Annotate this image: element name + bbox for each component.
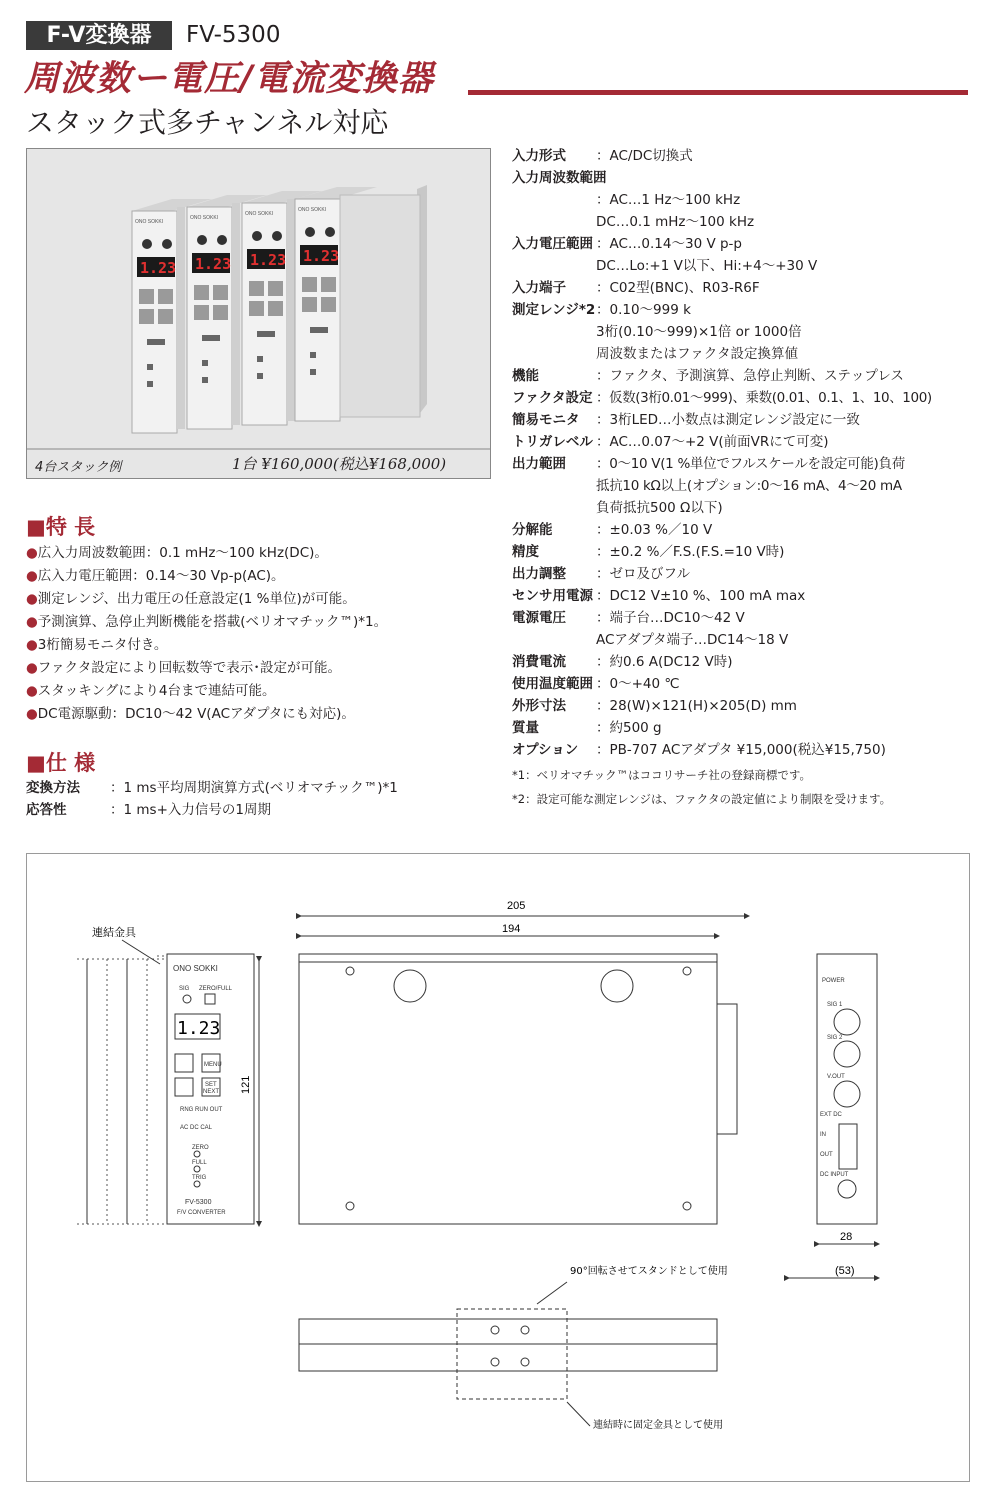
spec-label: 使用温度範囲 (512, 676, 593, 692)
rear-power: POWER (822, 978, 845, 984)
spec-value: ：28(W)×121(H)×205(D) mm (596, 698, 797, 714)
unit-brand-4: ONO SOKKI (298, 207, 327, 213)
spec-label: 質量 (512, 720, 539, 736)
spec-value: ：AC/DC切換式 (596, 148, 693, 164)
spec-label: 分解能 (512, 522, 553, 538)
spec-value: ：AC…0.14〜30 V p-p (596, 236, 742, 252)
spec-value: ：ゼロ及びフル (596, 566, 690, 582)
spec-label: 簡易モニタ (512, 412, 580, 428)
front-sig: SIG (179, 986, 190, 992)
rear-in: IN (820, 1132, 826, 1138)
spec-label: 測定レンジ*2 (512, 302, 596, 318)
spec-value: 3桁(0.10〜999)×1倍 or 1000倍 (596, 324, 802, 340)
unit-brand-2: ONO SOKKI (190, 215, 219, 221)
bracket-label: 連結金具 (92, 926, 136, 939)
spec-label: 応答性 (26, 802, 67, 818)
front-full: FULL (192, 1160, 207, 1166)
dimension-drawing (26, 853, 970, 1482)
features-list (26, 542, 387, 726)
spec-value: DC…0.1 mHz〜100 kHz (596, 214, 755, 230)
rear-out: OUT (820, 1152, 833, 1158)
front-view (77, 925, 259, 1224)
spec-value: ：PB-707 ACアダプタ ¥15,000(税込¥15,750) (596, 742, 886, 758)
spec-value: ：DC12 V±10 %、100 mA max (596, 588, 806, 604)
spec-label: ファクタ設定 (512, 390, 593, 406)
list-item: ●測定レンジ、出力電圧の任意設定(1 %単位)が可能。 (26, 591, 356, 607)
stacked-units-illustration (27, 149, 490, 478)
display-4: 1.23 (303, 247, 340, 265)
front-model: FV-5300 (185, 1199, 212, 1206)
spec-label: 入力周波数範囲 (512, 170, 607, 186)
list-item: ●広入力周波数範囲：0.1 mHz〜100 kHz(DC)。 (26, 545, 328, 561)
spec-value: ：1 ms平均周期演算方式(ベリオマチック™)*1 (110, 780, 398, 796)
rotate-label: 90°回転させてスタンドとして使用 (570, 1266, 728, 1277)
front-set: SET (205, 1082, 217, 1088)
rear-dcinput: DC INPUT (820, 1172, 849, 1178)
side-view (299, 900, 747, 1224)
spec-label: 入力形式 (512, 148, 566, 164)
model-number: FV-5300 (186, 22, 281, 48)
front-brand: ONO SOKKI (173, 964, 218, 973)
spec-label: 電源電圧 (512, 610, 566, 626)
spec-value: ACアダプタ端子…DC14〜18 V (596, 632, 789, 648)
front-trig: TRIG (192, 1175, 207, 1181)
spec-value: ：±0.03 %／10 V (596, 522, 713, 538)
title-rule (468, 90, 968, 95)
list-item: ●スタッキングにより4台まで連結可能。 (26, 683, 276, 699)
spec-heading: ■仕 様 (26, 751, 96, 775)
spec-value: ：1 ms+入力信号の1周期 (110, 802, 271, 818)
spec-value: ：±0.2 %／F.S.(F.S.=10 V時) (596, 544, 785, 560)
page-title: 周波数ー電圧/電流変換器 (24, 59, 434, 99)
front-sub: F/V CONVERTER (177, 1210, 226, 1216)
front-rng: RNG RUN OUT (180, 1107, 223, 1113)
front-zero: ZERO (192, 1145, 209, 1151)
spec-value: ：0〜+40 ℃ (596, 676, 680, 692)
dim-194: 194 (502, 923, 521, 935)
rear-sig1: SIG 1 (827, 1002, 843, 1008)
dim-205: 205 (507, 900, 526, 912)
footnote: *2：設定可能な測定レンジは、ファクタの設定値により制限を受けます。 (512, 792, 892, 806)
fix-label: 連結時に固定金具として使用 (593, 1420, 723, 1431)
dim-28: 28 (840, 1231, 853, 1243)
spec-label: オプション (512, 742, 579, 758)
spec-label: 出力範囲 (512, 456, 566, 472)
features-heading: ■特 長 (26, 515, 96, 539)
spec-label: 入力電圧範囲 (512, 236, 593, 252)
list-item: ●DC電源駆動：DC10〜42 V(ACアダプタにも対応)。 (26, 706, 355, 722)
list-item: ●予測演算、急停止判断機能を搭載(ベリオマチック™)*1。 (26, 614, 388, 630)
front-display: 1.23 (177, 1018, 221, 1039)
rear-view (787, 954, 877, 1278)
spec-label: 外形寸法 (512, 698, 566, 714)
spec-value: ：約500 g (596, 720, 662, 736)
spec-value: 負荷抵抗500 Ω以下) (596, 500, 723, 516)
spec-value: ：仮数(3桁0.01〜999)、乗数(0.01、0.1、1、10、100) (596, 390, 932, 406)
spec-value: ：ファクタ、予測演算、急停止判断、ステップレス (596, 368, 904, 384)
spec-value: 周波数またはファクタ設定換算値 (596, 346, 798, 362)
front-next: NEXT (203, 1089, 220, 1095)
category-badge: F-V変換器 (26, 21, 172, 50)
spec-value: DC…Lo:+1 V以下、Hi:+4〜+30 V (596, 258, 818, 274)
dim-121: 121 (240, 1075, 252, 1094)
product-photo (26, 148, 491, 479)
display-1: 1.23 (140, 259, 177, 277)
spec-label: 機能 (512, 368, 539, 384)
spec-label: 消費電流 (512, 654, 566, 670)
list-item: ●広入力電圧範囲：0.14〜30 Vp-p(AC)。 (26, 568, 285, 584)
dim-53: (53) (835, 1265, 855, 1277)
spec-label: トリガレベル (512, 434, 593, 450)
spec-label: センサ用電源 (512, 588, 593, 604)
spec-value: ：C02型(BNC)、R03-R6F (596, 280, 760, 296)
spec-value: ：端子台…DC10〜42 V (596, 610, 745, 626)
drawing-svg (27, 854, 969, 1481)
price-caption: 1台 ¥160,000(税込¥168,000) (232, 455, 447, 473)
front-acdc: AC DC CAL (180, 1125, 213, 1131)
list-item: ●ファクタ設定により回転数等で表示･設定が可能。 (26, 660, 341, 676)
spec-table (512, 145, 962, 809)
page-subtitle: スタック式多チャンネル対応 (26, 106, 389, 139)
spec-label: 変換方法 (26, 780, 80, 796)
spec-label: 入力端子 (512, 280, 566, 296)
display-2: 1.23 (195, 255, 232, 273)
spec-value: 抵抗10 kΩ以上(オプション:0〜16 mA、4〜20 mA (596, 478, 902, 494)
spec-value: ：AC…0.07〜+2 V(前面VRにて可変) (596, 434, 829, 450)
spec-value: ：0〜10 V(1 %単位でフルスケールを設定可能)負荷 (596, 456, 905, 472)
rear-sig2: SIG 2 (827, 1035, 843, 1041)
photo-caption: 4台スタック例 (35, 460, 122, 475)
spec-value: ：0.10〜999 k (596, 302, 691, 318)
front-menu: MENU (204, 1062, 222, 1068)
unit-brand-1: ONO SOKKI (135, 219, 164, 225)
spec-label: 出力調整 (512, 566, 566, 582)
spec-value: ：3桁LED…小数点は測定レンジ設定に一致 (596, 412, 860, 428)
display-3: 1.23 (250, 251, 287, 269)
spec-value: ：AC…1 Hz〜100 kHz (596, 192, 741, 208)
spec-label: 精度 (512, 544, 539, 560)
front-zerofull: ZERO/FULL (199, 986, 233, 992)
spec-value: ：約0.6 A(DC12 V時) (596, 654, 733, 670)
footnote: *1：ベリオマチック™はココリサーチ社の登録商標です。 (512, 768, 811, 782)
list-item: ●3桁簡易モニタ付き。 (26, 637, 168, 653)
unit-brand-3: ONO SOKKI (245, 211, 274, 217)
rear-vout: V.OUT (827, 1074, 845, 1080)
rear-ext: EXT DC (820, 1112, 842, 1118)
bottom-view (299, 1264, 728, 1431)
